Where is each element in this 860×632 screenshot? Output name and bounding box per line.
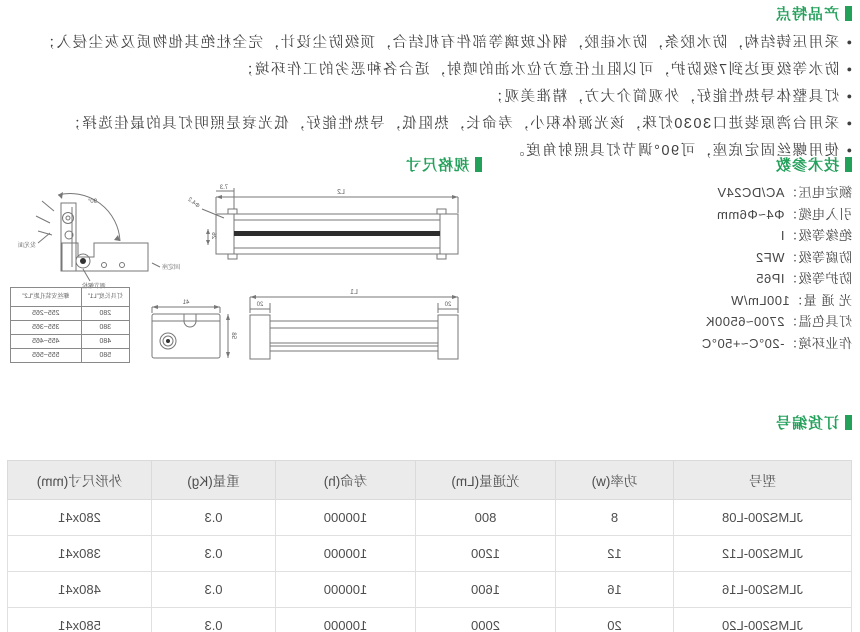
mini-row: 580 555~565 <box>11 349 130 363</box>
dim-phi-label: Φ4.2 <box>186 196 201 210</box>
feature-item <box>8 56 852 83</box>
bullet-icon: ● <box>845 91 852 101</box>
technical-drawing <box>6 183 482 391</box>
mini-col1-header: 灯具长度"L1" <box>81 288 129 307</box>
luminous-face-label: 发光面 <box>17 243 36 249</box>
bullet-icon: ● <box>845 145 852 155</box>
adjust-bolt-label: 调节螺栓 <box>81 284 107 290</box>
mount-base-label: 固定座 <box>162 265 181 271</box>
mini-row: 380 355~365 <box>11 321 130 335</box>
angle-90-label: 90° <box>87 199 97 205</box>
section-title: 产品特点 <box>774 6 839 23</box>
section-dimensions <box>4 154 482 391</box>
section-header <box>4 154 482 175</box>
table-row: JLMS200-L08 8 800 100000 0.3 280x41 <box>8 500 852 536</box>
section-title: 技术参数 <box>774 157 839 174</box>
dim-58-label: 58 <box>230 332 236 339</box>
section-header <box>8 412 852 433</box>
feature-text: 采用压铸结构，防水胶条，防水硅胶，钢化玻璃等部件有机结合，顶级防尘设计，完全杜绝其他物质及灰尘侵入； <box>39 35 840 51</box>
feature-text: 灯具整体导热性能好，外观简介大方，精准美观； <box>487 89 840 105</box>
feature-item <box>8 110 852 137</box>
order-table-header-row <box>8 461 852 500</box>
green-square-icon <box>845 415 852 430</box>
section-title: 订货编号 <box>774 415 839 432</box>
section-product-features <box>8 3 852 164</box>
param-row: 引入电缆：Φ4~Φ6mm <box>716 206 852 222</box>
feature-text: 采用台湾原装进口3030灯珠，该光源体积小，寿命长，热阻低，导热性能好，低光衰是照明灯具的最佳选择； <box>64 116 840 132</box>
dim-41-label: 41 <box>182 300 190 306</box>
col-flux: 光通量(Lm) <box>416 461 556 500</box>
order-table <box>7 460 852 632</box>
param-row: 额定电压：AC/DC24V <box>716 185 852 200</box>
section-tech-params <box>492 154 852 354</box>
section-header <box>492 154 852 175</box>
dim-20-left-label: 20 <box>444 302 452 308</box>
param-row: 灯具色温：2700~6500K <box>705 314 852 329</box>
table-row: JLMS200-L16 16 1600 100000 0.3 480x41 <box>8 572 852 608</box>
table-row: JLMS200-L20 20 2000 100000 0.3 580x41 <box>8 608 852 632</box>
col-weight: 重量(Kg) <box>152 461 276 500</box>
size-mini-table <box>10 287 130 363</box>
param-row: 防腐等级：WF2 <box>755 249 852 265</box>
col-power: 功率(w) <box>556 461 674 500</box>
feature-item <box>8 29 852 56</box>
bullet-icon: ● <box>845 37 852 47</box>
section-order-numbers <box>8 412 852 632</box>
feature-text: 防水等级更达到7级防护，可以阻止任意方位水油的喷射，适合各种恶劣的工作环境； <box>237 62 840 78</box>
col-model: 型号 <box>674 461 852 500</box>
mini-row: 480 455~465 <box>11 335 130 349</box>
section-title: 规格尺寸 <box>404 157 469 174</box>
param-list <box>492 182 852 354</box>
middle-zone <box>0 154 860 404</box>
dim-7-3-label: 7.3 <box>219 185 229 191</box>
feature-text: 使用螺丝固定底座，可90°调节灯具照射角度。 <box>508 143 840 159</box>
dim-l2-label: L2 <box>337 189 345 196</box>
bullet-icon: ● <box>845 118 852 128</box>
feature-list <box>8 29 852 164</box>
bullet-icon: ● <box>845 64 852 74</box>
dim-26-label: 26 <box>210 232 216 239</box>
feature-item <box>8 83 852 110</box>
param-row: 防护等级：IP65 <box>755 271 852 286</box>
param-row: 光 通 量：100Lm/W <box>730 292 852 308</box>
mini-col2-header: 螺丝安装孔距"L2" <box>11 288 82 307</box>
param-row: 作业环境：-20°C~+50°C <box>701 335 852 351</box>
col-size: 外形尺寸(mm) <box>8 461 152 500</box>
green-square-icon <box>475 157 482 172</box>
col-life: 寿命(h) <box>276 461 416 500</box>
green-square-icon <box>845 157 852 172</box>
param-row: 绝缘等级：I <box>780 228 852 243</box>
dim-20-right-label: 20 <box>256 302 264 308</box>
table-row: JLMS200-L12 12 1200 100000 0.3 380x41 <box>8 536 852 572</box>
green-square-icon <box>845 6 852 21</box>
mini-row: 280 255~265 <box>11 307 130 321</box>
dim-l1-label: L1 <box>350 289 358 296</box>
section-header <box>8 3 852 24</box>
